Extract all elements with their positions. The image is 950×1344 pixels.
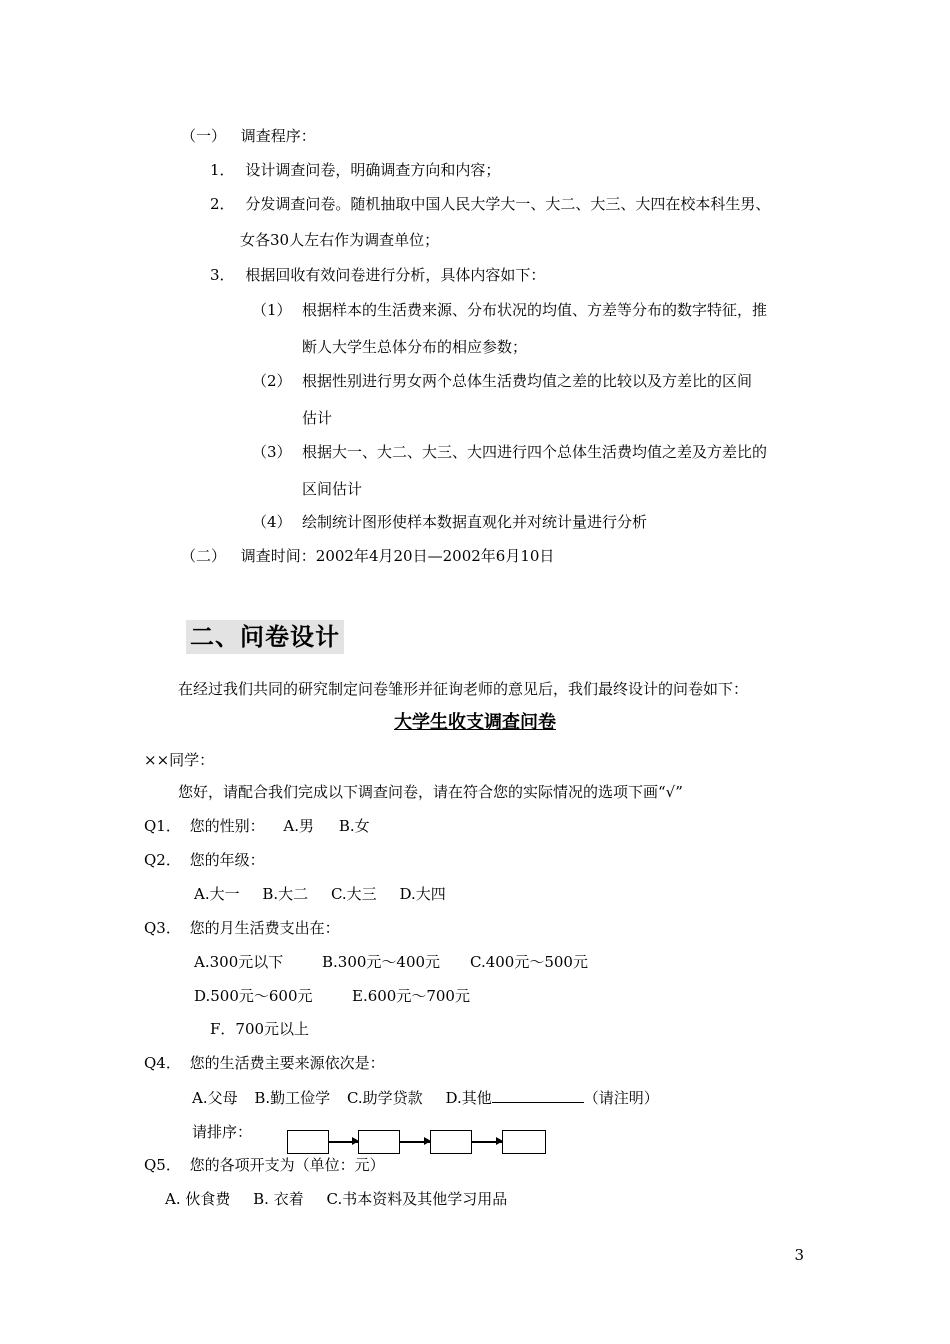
sub-2-continuation: 估计 (302, 409, 333, 427)
sub-1-text: 根据样本的生活费来源、分布状况的均值、方差等分布的数字特征，推 (302, 301, 768, 319)
step-1-text: 设计调查问卷，明确调查方向和内容； (245, 161, 501, 179)
rank-arrow-2 (400, 1141, 430, 1143)
q3-label: Q3． (144, 919, 181, 937)
step-2-text: 分发调查问卷。随机抽取中国人民大学大一、大二、大三、大四在校本科生男、 (245, 195, 771, 213)
step-1 (210, 160, 500, 180)
q3-option-b[interactable]: B.300元～400元 (322, 953, 441, 971)
item-2 (181, 546, 554, 566)
question-2 (144, 850, 265, 870)
q4-note: （请注明） (583, 1089, 659, 1107)
sub-2-text: 根据性别进行男女两个总体生活费均值之差的比较以及方差比的区间 (302, 372, 753, 390)
sub-4-text: 绘制统计图形使样本数据直观化并对统计量进行分析 (302, 513, 648, 531)
q3-option-c[interactable]: C.400元～500元 (470, 953, 588, 971)
section-heading: 二、问卷设计 (186, 620, 344, 654)
salutation: ××同学： (144, 751, 215, 769)
q4-option-b[interactable]: B.勤工俭学 (254, 1089, 331, 1107)
intro-paragraph: 在经过我们共同的研究制定问卷雏形并征询老师的意见后，我们最终设计的问卷如下： (178, 680, 749, 698)
item-2-marker: （二） (181, 547, 227, 565)
rank-box-4[interactable] (502, 1130, 546, 1154)
q5-options (165, 1189, 507, 1209)
q5-option-a: A. 伙食费 (165, 1190, 231, 1208)
q5-option-b: B. 衣着 (253, 1190, 304, 1208)
q1-label: Q1． (144, 817, 181, 835)
sub-1 (252, 300, 767, 320)
sub-4 (252, 512, 647, 532)
q5-text: 您的各项开支为（单位：元） (189, 1156, 385, 1174)
question-5 (144, 1155, 385, 1175)
q1-text: 您的性别： (189, 817, 265, 835)
sub-2 (252, 371, 752, 391)
q3-option-f[interactable]: F．700元以上 (210, 1020, 310, 1038)
sub-4-num: （4） (252, 513, 292, 531)
page-number: 3 (794, 1246, 804, 1264)
question-3 (144, 918, 340, 938)
rank-arrow-1 (329, 1141, 358, 1143)
step-2-continuation: 女各30人左右作为调查单位； (240, 231, 440, 249)
question-4 (144, 1053, 385, 1073)
rank-arrow-3 (472, 1141, 502, 1143)
sub-3-continuation: 区间估计 (302, 480, 363, 498)
q4-text: 您的生活费主要来源依次是： (189, 1054, 385, 1072)
greeting: 您好，请配合我们完成以下调查问卷，请在符合您的实际情况的选项下画“√” (178, 783, 683, 801)
sub-1-num: （1） (252, 301, 292, 319)
q2-option-d[interactable]: D.大四 (399, 885, 446, 903)
sub-3-num: （3） (252, 443, 292, 461)
q3-option-a[interactable]: A.300元以下 (194, 953, 284, 971)
step-3 (210, 265, 545, 285)
q1-option-b[interactable]: B.女 (338, 817, 370, 835)
step-3-num: 3． (210, 266, 235, 284)
item-1-text: 调查程序： (240, 127, 316, 145)
q5-label: Q5． (144, 1156, 181, 1174)
step-3-text: 根据回收有效问卷进行分析，具体内容如下： (245, 266, 546, 284)
q4-option-d[interactable]: D.其他 (445, 1089, 492, 1107)
step-2 (210, 194, 770, 214)
q3-option-d[interactable]: D.500元～600元 (194, 987, 313, 1005)
q2-option-b[interactable]: B.大二 (262, 885, 309, 903)
q2-options (194, 884, 446, 904)
step-2-num: 2． (210, 195, 235, 213)
sub-3-text: 根据大一、大二、大三、大四进行四个总体生活费均值之差及方差比的 (302, 443, 768, 461)
sub-3 (252, 442, 767, 462)
q2-option-a[interactable]: A.大一 (194, 885, 240, 903)
questionnaire-title: 大学生收支调查问卷 (394, 712, 556, 733)
q2-option-c[interactable]: C.大三 (330, 885, 377, 903)
q4-label: Q4． (144, 1054, 181, 1072)
item-1 (181, 126, 316, 146)
q2-label: Q2． (144, 851, 181, 869)
rank-box-3[interactable] (430, 1130, 472, 1154)
q4-other-blank[interactable] (492, 1087, 584, 1103)
sub-2-num: （2） (252, 372, 292, 390)
question-1 (144, 816, 370, 836)
q3-text: 您的月生活费支出在： (189, 919, 340, 937)
q4-options (192, 1087, 659, 1108)
q3-option-e[interactable]: E.600元～700元 (352, 987, 470, 1005)
q4-rank-label: 请排序： (192, 1123, 253, 1141)
sub-1-continuation: 断人大学生总体分布的相应参数； (302, 338, 528, 356)
q2-text: 您的年级： (189, 851, 265, 869)
q4-option-c[interactable]: C.助学贷款 (346, 1089, 423, 1107)
q4-option-a[interactable]: A.父母 (192, 1089, 238, 1107)
q1-option-a[interactable]: A.男 (283, 817, 315, 835)
q5-option-c: C.书本资料及其他学习用品 (326, 1190, 508, 1208)
item-1-marker: （一） (181, 127, 227, 145)
step-1-num: 1． (210, 161, 235, 179)
rank-box-1[interactable] (287, 1130, 329, 1154)
rank-box-2[interactable] (358, 1130, 400, 1154)
item-2-text: 调查时间：2002年4月20日—2002年6月10日 (240, 547, 555, 565)
